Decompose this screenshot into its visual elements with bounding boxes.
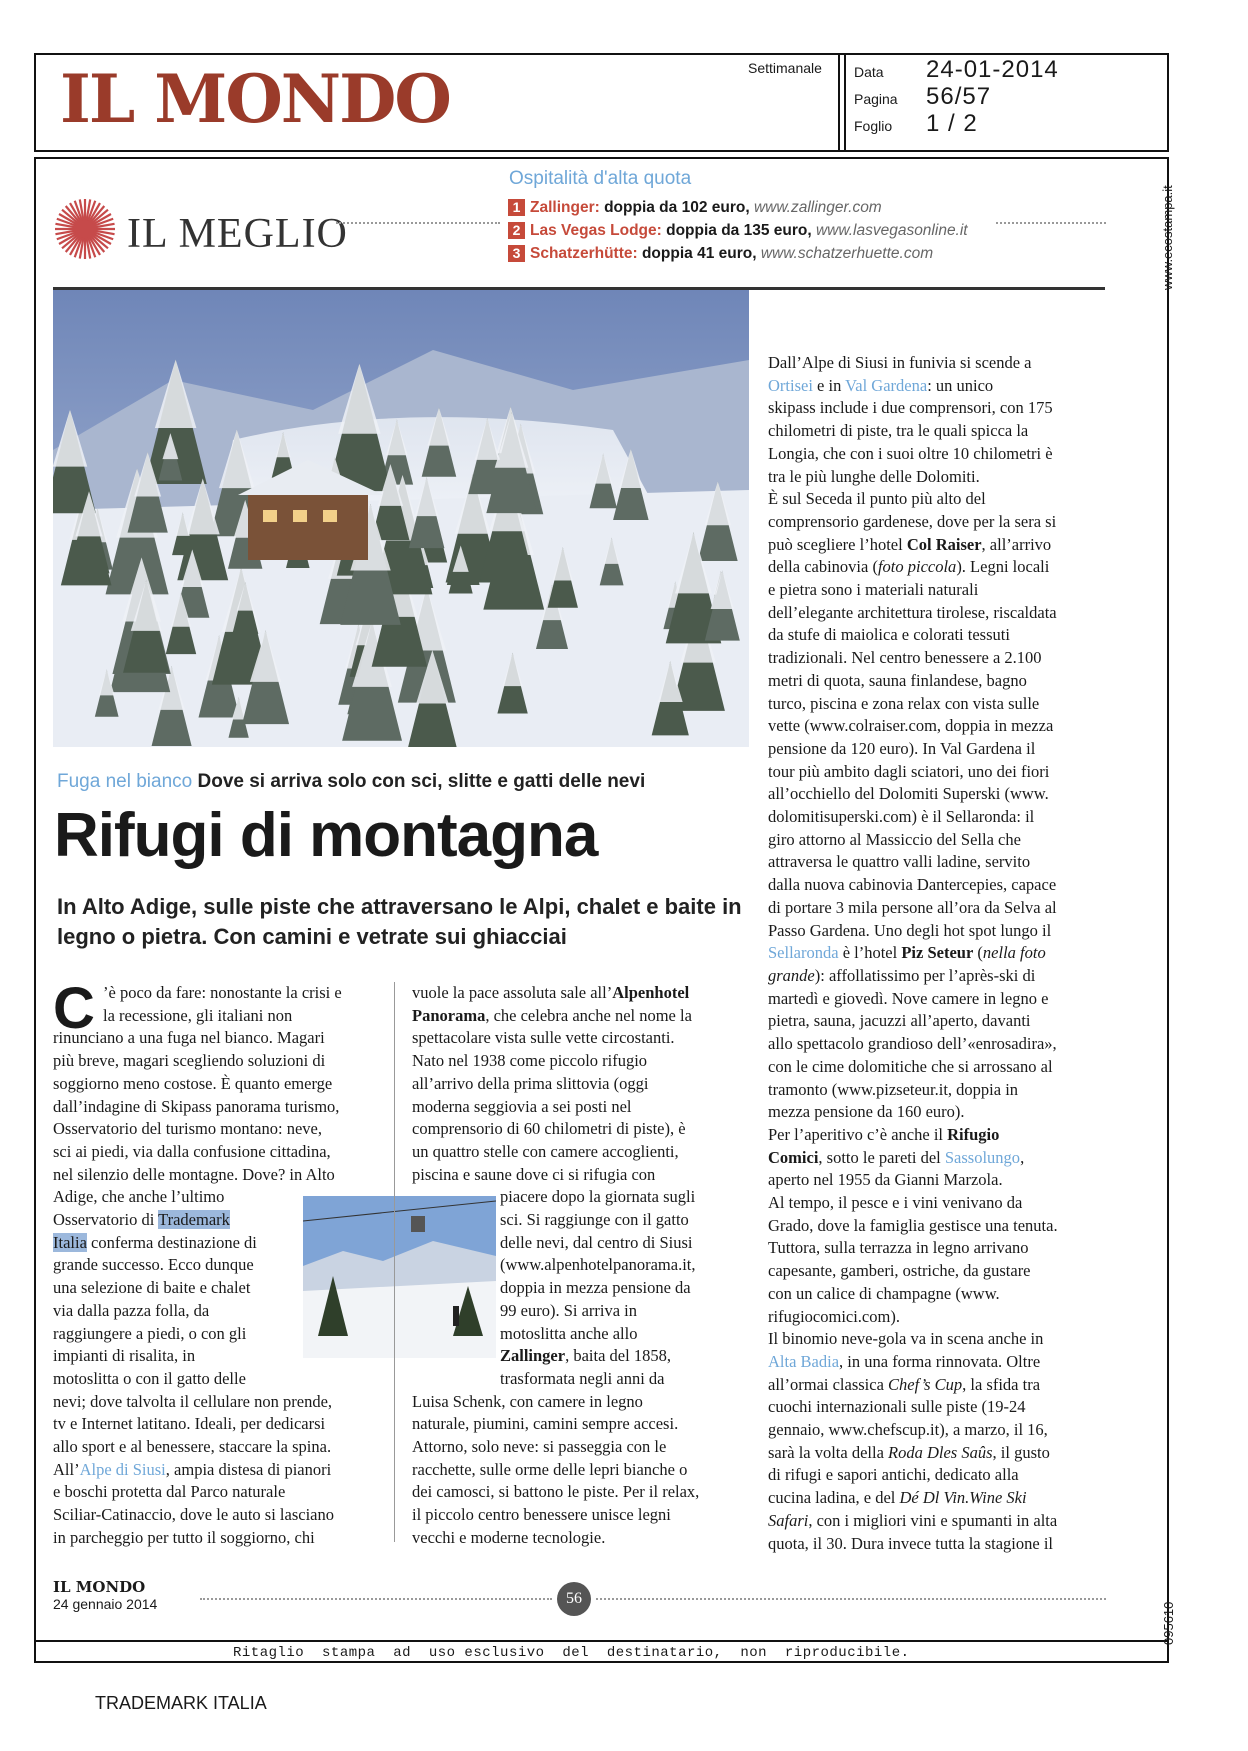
body-line: tour più ambito dagli sciatori, uno dei fiori xyxy=(768,761,1050,781)
event-name: Safari xyxy=(768,1510,809,1530)
body-line: Attorno, solo neve: si passeggia con le xyxy=(412,1437,667,1457)
hotel-name: Zallinger: xyxy=(530,199,600,216)
body-line xyxy=(768,1147,1108,1170)
article-deck: In Alto Adige, sulle piste che attraversano le Alpi, chalet e baite in legno o pietra. Con camini e vetrate sui ghiacciai xyxy=(57,894,742,949)
body-line: attraversa le quattro valli ladine, servito xyxy=(768,852,1031,872)
body-text: è l’hotel xyxy=(838,943,902,963)
body-line: È sul Seceda il punto più alto del xyxy=(768,489,986,509)
body-line: tra le più lunghe delle Dolomiti. xyxy=(768,466,980,486)
body-line xyxy=(768,375,1108,398)
dotted-leader xyxy=(996,222,1106,224)
body-line: grande successo. Ecco dunque xyxy=(53,1255,254,1275)
body-text: vuole la pace assoluta sale all’ xyxy=(412,983,613,1002)
body-text: , ampia distesa di pianori xyxy=(165,1459,332,1479)
photo-ref: foto piccola xyxy=(877,557,957,577)
publication-logo: IL MONDO xyxy=(60,60,450,138)
body-line xyxy=(768,942,1108,965)
client-name: TRADEMARK ITALIA xyxy=(95,1693,267,1713)
body-line: Sciliar-Catinaccio, dove le auto si lasciano xyxy=(53,1505,334,1525)
event-name: Roda Dles Saûs xyxy=(888,1442,993,1462)
footer-date: 24 gennaio 2014 xyxy=(53,1596,158,1612)
body-line xyxy=(53,1209,388,1232)
meta-date-value: 24-01-2014 xyxy=(926,56,1059,83)
body-line: nevi; dove talvolta il cellulare non prende, xyxy=(53,1391,333,1411)
body-line: piscina e saune dove ci si rifugia con xyxy=(412,1164,656,1184)
body-text: sarà la volta della xyxy=(768,1442,889,1462)
photo-ref: grande xyxy=(768,965,815,985)
body-line: più breve, magari scegliendo soluzioni di xyxy=(53,1051,326,1071)
body-line xyxy=(53,1459,388,1482)
body-line: in parcheggio per tutto il soggiorno, chi xyxy=(53,1527,315,1547)
hotel-name: Las Vegas Lodge: xyxy=(530,222,662,239)
body-line: doppia in mezza pensione da xyxy=(500,1278,691,1298)
body-text: , xyxy=(1020,1147,1025,1167)
body-line: Luisa Schenk, con camere in legno xyxy=(412,1391,643,1411)
body-line: Il binomio neve-gola va in scena anche in xyxy=(768,1329,1044,1349)
box-title: Ospitalità d'alta quota xyxy=(509,168,692,189)
body-line: Longia, che con i suoi oltre 10 chilometri è xyxy=(768,443,1053,463)
body-line: con le cime dolomitiche che si arrossano al xyxy=(768,1056,1053,1076)
side-code: 095610 xyxy=(1161,1601,1176,1645)
price-text: doppia da 135 euro, xyxy=(661,222,816,239)
item-number: 2 xyxy=(508,222,525,239)
dotted-leader xyxy=(200,1598,552,1600)
body-line: motoslitta anche allo xyxy=(500,1323,638,1343)
frequency-label: Settimanale xyxy=(748,60,822,76)
column-rule xyxy=(394,982,395,1542)
hotel-url: www.schatzerhuette.com xyxy=(760,245,934,262)
body-line: skipass include i due comprensori, con 175 xyxy=(768,398,1053,418)
section-label: IL MEGLIO xyxy=(127,211,348,257)
body-line: moderna seggiovia a sei posti nel xyxy=(412,1096,632,1116)
body-text: , il gusto xyxy=(992,1442,1050,1462)
body-line: quota, il 30. Dura invece tutta la stagione il xyxy=(768,1533,1054,1553)
body-text: può scegliere l’hotel xyxy=(768,534,907,554)
hotel-name: Zallinger xyxy=(500,1346,566,1366)
body-line: cuochi internazionali sulle piste (19-24 xyxy=(768,1397,1026,1417)
body-line: all’arrivo della prima slittovia (oggi xyxy=(412,1073,649,1093)
body-text: , che celebra anche nel nome la xyxy=(485,1005,692,1025)
body-text: ). Legni locali xyxy=(956,557,1050,577)
meta-date-label: Data xyxy=(854,64,884,80)
body-line: di rifugi e sapori antichi, dedicato alla xyxy=(768,1465,1019,1485)
event-name: Chef’s Cup xyxy=(888,1374,963,1394)
body-line: turco, piscina e zona relax con vista sulle xyxy=(768,693,1040,713)
list-item xyxy=(508,222,968,240)
body-line: un quattro stelle con camere accoglienti, xyxy=(412,1141,679,1161)
body-text: , baita del 1858, xyxy=(565,1346,671,1366)
body-line: e pietra sono i materiali naturali xyxy=(768,580,979,600)
body-line: dolomitisuperski.com) è il Sellaronda: il xyxy=(768,807,1035,827)
body-line: motoslitta o con il gatto delle xyxy=(53,1368,246,1388)
place-link: Alpe di Siusi xyxy=(79,1459,166,1479)
article-column-2 xyxy=(412,982,747,1550)
body-line: spettacolare vista sulle vette circostanti. xyxy=(412,1028,675,1048)
body-text: : un unico xyxy=(927,375,994,395)
body-line: il piccolo centro benessere unisce legni xyxy=(412,1505,671,1525)
body-line: capesante, gamberi, ostriche, da gustare xyxy=(768,1261,1031,1281)
body-line: trasformata negli anni da xyxy=(500,1368,665,1388)
body-line xyxy=(768,1351,1108,1374)
place-link: Val Gardena xyxy=(845,375,928,395)
article-column-1 xyxy=(53,976,388,1550)
body-line: vette (www.colraiser.com, doppia in mezza xyxy=(768,716,1054,736)
body-line xyxy=(768,556,1108,579)
body-line: tramonto (www.pizseteur.it, doppia in xyxy=(768,1079,1019,1099)
body-line xyxy=(768,534,1108,557)
meta-sheet-value: 1 / 2 xyxy=(926,110,978,137)
body-text: , all’arrivo xyxy=(981,534,1052,554)
body-line: tv e Internet latitano. Ideali, per dedicarsi xyxy=(53,1414,326,1434)
body-line xyxy=(768,1124,1108,1147)
body-line: soggiorno meno costose. È quanto emerge xyxy=(53,1073,333,1093)
item-number: 3 xyxy=(508,245,525,262)
item-number: 1 xyxy=(508,199,525,216)
main-photo xyxy=(53,290,749,747)
body-line: martedì e giovedì. Nove camere in legno e xyxy=(768,988,1049,1008)
article-column-3 xyxy=(768,352,1108,1555)
place-link: Sassolungo xyxy=(944,1147,1021,1167)
body-line: vecchi e moderne tecnologie. xyxy=(412,1527,606,1547)
body-line: piacere dopo la giornata sugli xyxy=(500,1187,696,1207)
body-line: Al tempo, il pesce e i vini venivano da xyxy=(768,1193,1023,1213)
body-line: nel silenzio delle montagne. Dove? in Alto xyxy=(53,1164,335,1184)
body-line: tradizionali. Nel centro benessere a 2.100 xyxy=(768,648,1042,668)
body-line: Grado, dove la famiglia gestisce una tenuta. xyxy=(768,1215,1058,1235)
hotel-url: www.lasvegasonline.it xyxy=(815,222,968,239)
drop-cap: C xyxy=(53,976,95,1041)
hotel-url: www.zallinger.com xyxy=(753,199,882,216)
body-line xyxy=(768,1374,1108,1397)
price-text: doppia 41 euro, xyxy=(637,245,761,262)
body-line: allo sport e al benessere, staccare la spina. xyxy=(53,1437,332,1457)
body-line xyxy=(412,1345,747,1368)
starburst-icon xyxy=(53,197,117,261)
body-line: pietra, sauna, jacuzzi all’aperto, davanti xyxy=(768,1011,1031,1031)
body-text: Osservatorio di xyxy=(53,1210,159,1230)
body-line: allo spettacolo grandioso dell’«enrosadira», xyxy=(768,1034,1057,1054)
body-line: una selezione di baite e chalet xyxy=(53,1278,251,1298)
body-line: Osservatorio del turismo montano: neve, xyxy=(53,1119,322,1139)
body-line: la recessione, gli italiani non xyxy=(103,1005,293,1025)
body-line: sci. Si raggiunge con il gatto xyxy=(500,1210,689,1230)
body-line: giro attorno al Massiccio del Sella che xyxy=(768,829,1021,849)
hotel-name: Comici xyxy=(768,1147,819,1167)
article-title: Rifugi di montagna xyxy=(54,801,598,870)
masthead-divider xyxy=(838,53,846,152)
body-line: raggiungere a piedi, o con gli xyxy=(53,1323,247,1343)
list-item xyxy=(508,199,882,217)
frame-divider xyxy=(34,1640,1169,1642)
body-text: , in una forma rinnovata. Oltre xyxy=(839,1351,1041,1371)
body-line xyxy=(768,1487,1108,1510)
body-line: pensione da 120 euro). In Val Gardena il xyxy=(768,738,1036,758)
hotel-name: Alpenhotel xyxy=(612,983,690,1002)
highlighted-term: Trademark xyxy=(158,1210,230,1230)
dotted-leader xyxy=(336,222,500,224)
body-text: cucina ladina, e del xyxy=(768,1488,900,1508)
kicker-lead: Fuga nel bianco xyxy=(57,771,193,792)
body-line: metri di quota, sauna finlandese, bagno xyxy=(768,670,1027,690)
body-line: all’occhiello del Dolomiti Superski (www. xyxy=(768,784,1049,804)
body-line: dell’elegante architettura tirolese, riscaldata xyxy=(768,602,1057,622)
place-link: Sellaronda xyxy=(768,943,839,963)
body-line: 99 euro). Si arriva in xyxy=(500,1300,638,1320)
body-line: Dall’Alpe di Siusi in funivia si scende a xyxy=(768,353,1032,372)
hotel-name: Schatzerhütte: xyxy=(530,245,638,262)
body-line: dalla nuova cabinovia Dantercepies, capace xyxy=(768,875,1057,895)
body-text: Per l’aperitivo c’è anche il xyxy=(768,1124,948,1144)
body-line: Tuttora, sulla terrazza in legno arrivano xyxy=(768,1238,1029,1258)
article-kicker xyxy=(57,771,645,793)
meta-page-label: Pagina xyxy=(854,91,898,107)
list-item xyxy=(508,245,933,263)
body-line xyxy=(53,1232,388,1255)
place-link: Alta Badia xyxy=(768,1351,840,1371)
body-line: via dalla pazza folla, da xyxy=(53,1300,210,1320)
body-line: gennaio, www.chefscup.it), a marzo, il 16, xyxy=(768,1420,1048,1440)
body-line: (www.alpenhotelpanorama.it, xyxy=(500,1255,696,1275)
body-line: ’è poco da fare: nonostante la crisi e xyxy=(103,983,342,1002)
body-text: ): affollatissimo per l’après-ski di xyxy=(814,965,1036,985)
body-line xyxy=(768,1510,1108,1533)
hotel-name: Piz Seteur xyxy=(901,943,974,963)
body-text: , la sfida tra xyxy=(962,1374,1041,1394)
body-line: comprensorio gardenese, dove per la sera si xyxy=(768,511,1057,531)
meta-sheet-label: Foglio xyxy=(854,118,893,134)
body-line: delle nevi, dal centro di Siusi xyxy=(500,1232,693,1252)
hotel-name: Panorama xyxy=(412,1005,486,1025)
side-site-label: www.ecostampa.it xyxy=(1160,185,1175,290)
body-line: impianti di risalita, in xyxy=(53,1346,196,1366)
hotel-name: Col Raiser xyxy=(906,534,982,554)
body-line: con un calice di champagne (www. xyxy=(768,1283,1000,1303)
body-line: dall’indagine di Skipass panorama turismo, xyxy=(53,1096,340,1116)
body-line: dei camosci, si battono le piste. Per il relax, xyxy=(412,1482,700,1502)
body-line: rinunciano a una fuga nel bianco. Magari xyxy=(53,1028,325,1048)
place-link: Ortisei xyxy=(768,375,813,395)
body-text: , sotto le pareti del xyxy=(818,1147,945,1167)
disclaimer: Ritaglio stampa ad uso esclusivo del destinatario, non riproducibile. xyxy=(233,1645,910,1661)
body-text: della cabinovia ( xyxy=(768,557,878,577)
body-line xyxy=(768,1442,1108,1465)
highlighted-term: Italia xyxy=(53,1232,87,1252)
page-number: 56 xyxy=(557,1582,591,1616)
photo-ref: nella foto xyxy=(982,943,1046,963)
body-line: rifugiocomici.com). xyxy=(768,1306,900,1326)
body-line: racchette, sulle orme delle lepri bianche o xyxy=(412,1459,688,1479)
body-line: sci ai piedi, via dalla confusione cittadina, xyxy=(53,1141,331,1161)
body-line: aperto nel 1955 da Gianni Marzola. xyxy=(768,1170,1003,1190)
body-line: chilometri di piste, tra le quali spicca la xyxy=(768,421,1029,441)
body-text: , con i migliori vini e spumanti in alta xyxy=(808,1510,1058,1530)
hotel-name: Rifugio xyxy=(947,1124,1000,1144)
body-line: da stufe di maiolica e colorati tessuti xyxy=(768,625,1010,645)
footer-logo: IL MONDO xyxy=(53,1578,146,1596)
body-line: mezza pensione da 160 euro). xyxy=(768,1102,965,1122)
body-line: comprensorio di 60 chilometri di piste), è xyxy=(412,1119,686,1139)
body-line xyxy=(412,982,747,1005)
body-text: All’ xyxy=(53,1459,80,1479)
body-line: naturale, piumini, camini sempre accesi. xyxy=(412,1414,679,1434)
body-line: di portare 3 mila persone all’ora da Selva al xyxy=(768,897,1057,917)
event-name: Dé Dl Vin.Wine Ski xyxy=(899,1488,1027,1508)
body-line: e boschi protetta dal Parco naturale xyxy=(53,1482,286,1502)
body-text: conferma destinazione di xyxy=(86,1232,257,1252)
body-line: Adige, che anche l’ultimo xyxy=(53,1187,225,1207)
kicker-text: Dove si arriva solo con sci, slitte e gatti delle nevi xyxy=(192,771,646,792)
meta-page-value: 56/57 xyxy=(926,83,992,110)
body-line: Nato nel 1938 come piccolo rifugio xyxy=(412,1051,648,1071)
dotted-leader xyxy=(596,1598,1106,1600)
body-text: all’ormai classica xyxy=(768,1374,889,1394)
body-line xyxy=(768,965,1108,988)
body-text: ( xyxy=(973,943,983,963)
body-line xyxy=(412,1005,747,1028)
price-text: doppia da 102 euro, xyxy=(599,199,754,216)
body-line: Passo Gardena. Uno degli hot spot lungo il xyxy=(768,920,1052,940)
body-text: e in xyxy=(812,375,846,395)
